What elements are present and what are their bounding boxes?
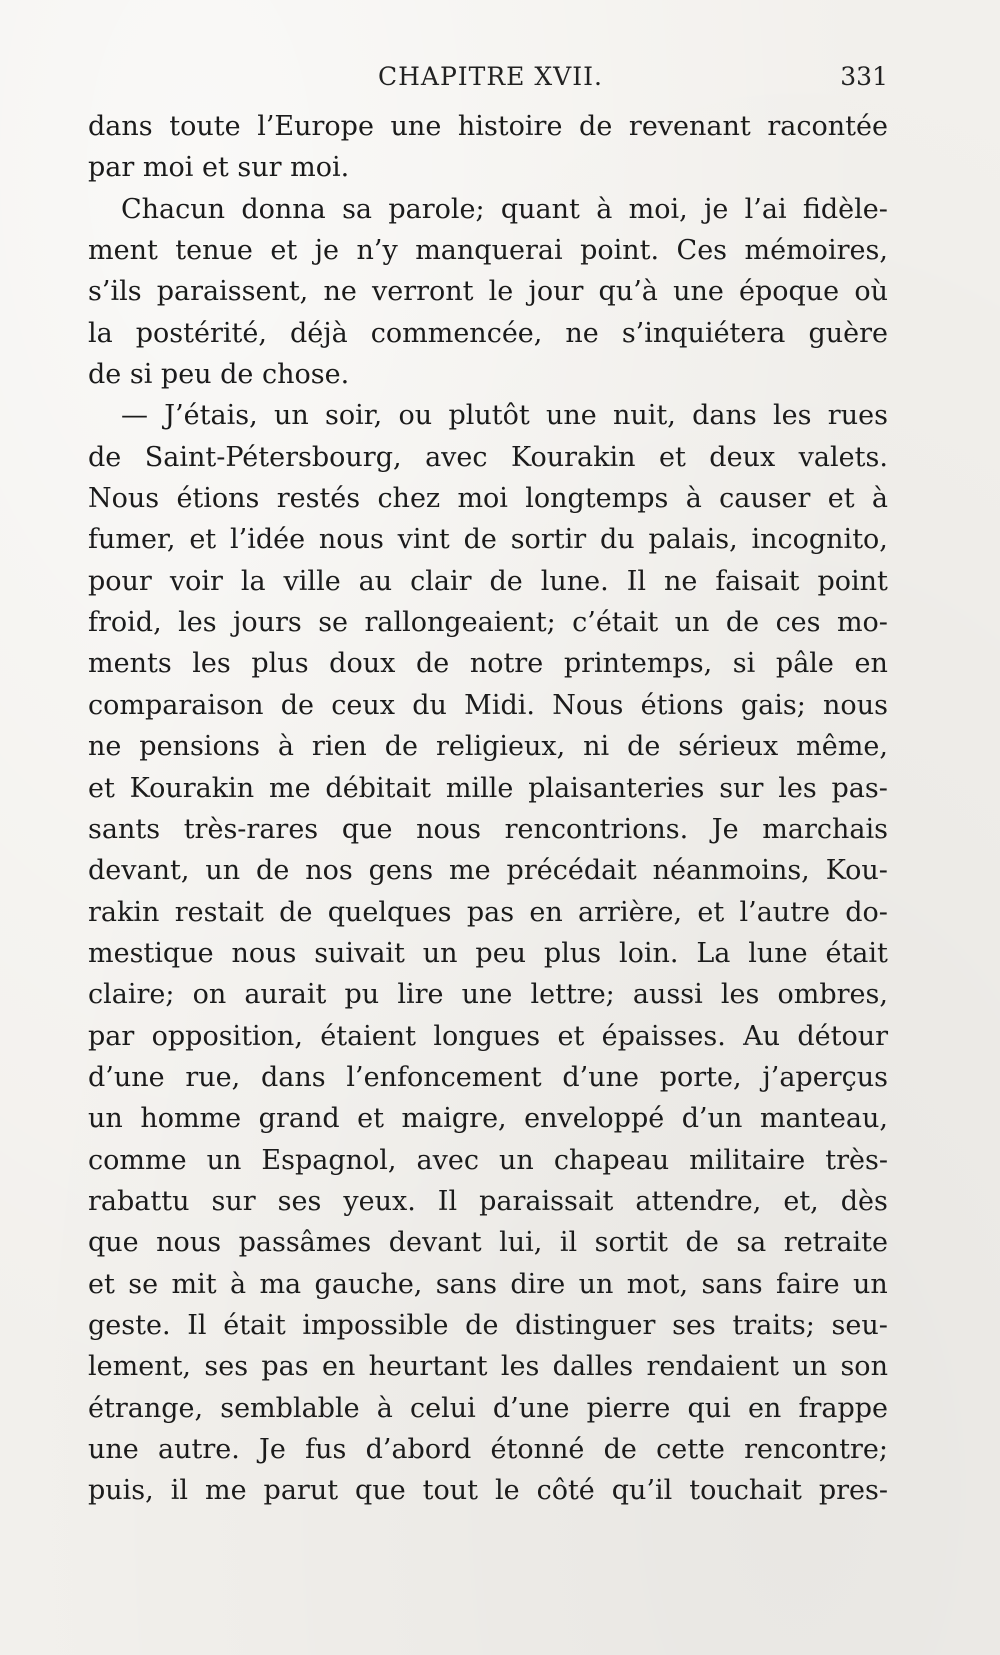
text-line: de si peu de chose.: [88, 359, 350, 391]
text-line: lement, ses pas en heurtant les dalles rendaient un son: [88, 1351, 888, 1383]
running-head: CHAPITRE XVII.: [378, 62, 603, 91]
page-header: [88, 58, 888, 98]
text-line: étrange, semblable à celui d’une pierre qui en frappe: [88, 1392, 888, 1424]
text-line: comparaison de ceux du Midi. Nous étions gais; nous: [88, 689, 888, 721]
text-line: — J’étais, un soir, ou plutôt une nuit, dans les rues: [121, 400, 888, 432]
text-line: que nous passâmes devant lui, il sortit de sa retraite: [88, 1227, 888, 1259]
text-line: froid, les jours se rallongeaient; c’était un de ces mo-: [88, 607, 888, 639]
text-line: rabattu sur ses yeux. Il paraissait attendre, et, dès: [88, 1185, 888, 1217]
text-line: Chacun donna sa parole; quant à moi, je l’ai fidèle-: [121, 193, 888, 225]
text-line: fumer, et l’idée nous vint de sortir du palais, incognito,: [88, 524, 888, 556]
text-line: s’ils paraissent, ne verront le jour qu’à une époque où: [88, 276, 888, 308]
text-line: geste. Il était impossible de distinguer ses traits; seu-: [88, 1309, 888, 1341]
text-line: claire; on aurait pu lire une lettre; aussi les ombres,: [88, 979, 888, 1011]
text-line: ne pensions à rien de religieux, ni de sérieux même,: [88, 731, 888, 763]
text-line: de Saint-Pétersbourg, avec Kourakin et deux valets.: [88, 441, 888, 473]
page-number: 331: [840, 62, 888, 91]
text-line: ments les plus doux de notre printemps, si pâle en: [88, 648, 888, 680]
text-line: par moi et sur moi.: [88, 152, 350, 184]
text-line: dans toute l’Europe une histoire de revenant racontée: [88, 111, 888, 142]
text-line: ment tenue et je n’y manquerai point. Ces mémoires,: [88, 235, 888, 267]
text-line: la postérité, déjà commencée, ne s’inquiétera guère: [88, 317, 888, 349]
text-line: sants très-rares que nous rencontrions. Je marchais: [88, 813, 888, 845]
text-line: par opposition, étaient longues et épaisses. Au détour: [88, 1020, 888, 1052]
text-line: devant, un de nos gens me précédait néanmoins, Kou-: [88, 855, 888, 887]
text-line: et se mit à ma gauche, sans dire un mot, sans faire un: [88, 1268, 888, 1300]
text-line: pour voir la ville au clair de lune. Il ne faisait point: [88, 565, 888, 597]
text-line: mestique nous suivait un peu plus loin. La lune était: [88, 937, 888, 969]
text-line: une autre. Je fus d’abord étonné de cette rencontre;: [88, 1434, 888, 1465]
text-line: Nous étions restés chez moi longtemps à causer et à: [88, 483, 888, 515]
text-line: et Kourakin me débitait mille plaisanteries sur les pas-: [88, 772, 888, 804]
text-line: puis, il me parut que tout le côté qu’il touchait pres-: [88, 1475, 888, 1507]
text-line: rakin restait de quelques pas en arrière, et l’autre do-: [88, 896, 888, 928]
text-line: d’une rue, dans l’enfoncement d’une porte, j’aperçus: [88, 1061, 888, 1093]
text-line: un homme grand et maigre, enveloppé d’un manteau,: [88, 1103, 888, 1135]
text-line: comme un Espagnol, avec un chapeau militaire très-: [88, 1144, 888, 1176]
body-text: [88, 106, 888, 1512]
